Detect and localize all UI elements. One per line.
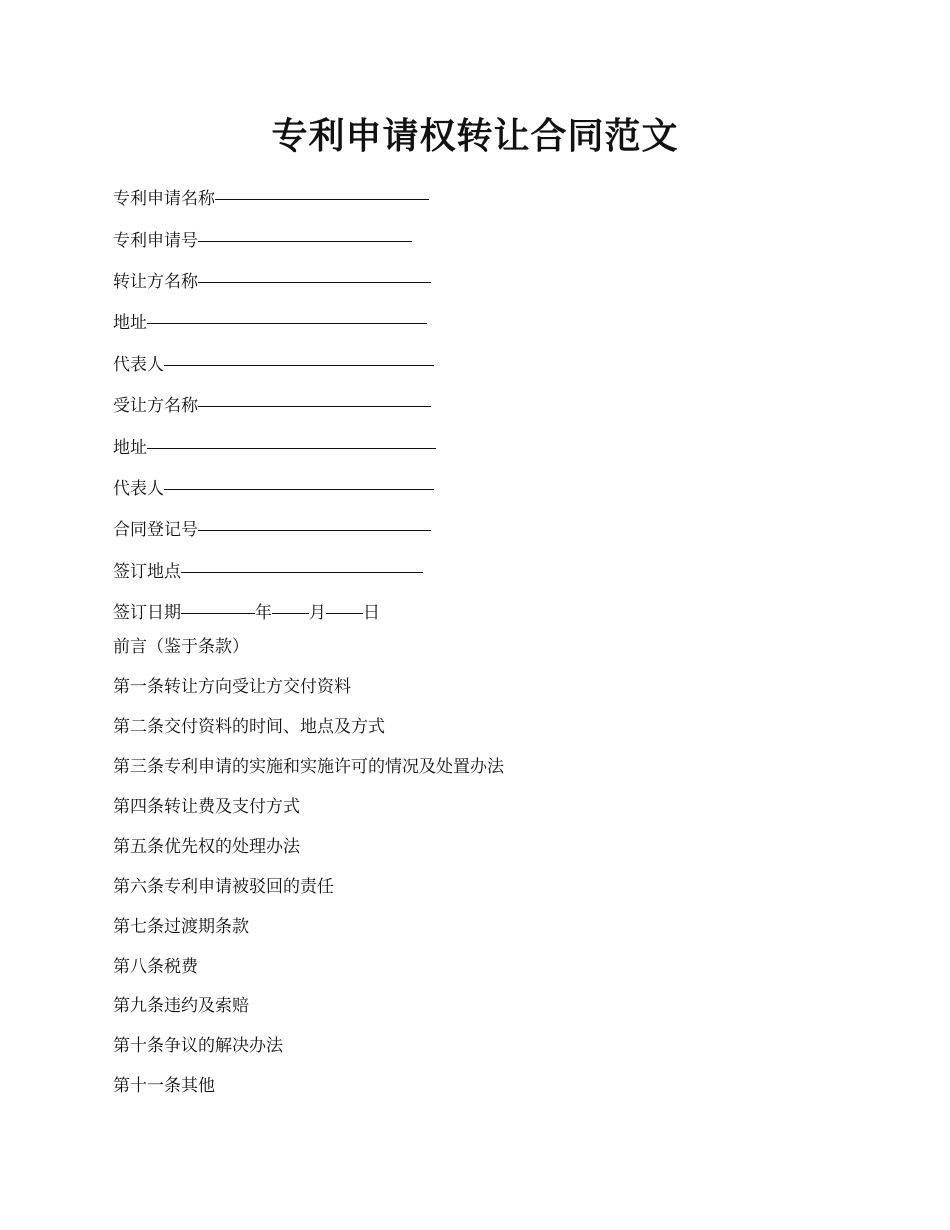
blank-line: [215, 185, 429, 200]
section-preamble: 前言（鉴于条款）: [113, 637, 249, 658]
blank-line: [147, 434, 436, 449]
year-blank-line: [181, 599, 255, 614]
field-label: 专利申请名称: [113, 189, 215, 210]
section-article-1: 第一条转让方向受让方交付资料: [113, 677, 351, 698]
day-blank-line: [326, 599, 363, 614]
field-label: 代表人: [113, 354, 164, 375]
blank-line: [198, 227, 412, 242]
blank-line: [198, 392, 431, 407]
contract-fields: [113, 176, 873, 631]
section-article-8: 第八条税费: [113, 956, 198, 977]
field-signing-place: [113, 549, 873, 590]
field-label: 受让方名称: [113, 396, 198, 417]
contract-sections: [113, 625, 873, 1104]
blank-line: [181, 558, 423, 573]
field-label: 转让方名称: [113, 271, 198, 292]
field-label: 地址: [113, 437, 147, 458]
blank-line: [198, 268, 431, 283]
month-blank-line: [272, 599, 309, 614]
section-article-11: 第十一条其他: [113, 1076, 215, 1097]
blank-line: [164, 351, 434, 366]
section-article-10: 第十条争议的解决办法: [113, 1036, 283, 1057]
field-transferor-name: [113, 259, 873, 300]
blank-line: [147, 309, 427, 324]
field-label: 地址: [113, 313, 147, 334]
field-patent-application-name: [113, 176, 873, 217]
field-label: 签订地点: [113, 561, 181, 582]
field-transferee-representative: [113, 466, 873, 507]
document-title: 专利申请权转让合同范文: [271, 115, 679, 157]
blank-line: [198, 516, 431, 531]
field-contract-registration-number: [113, 507, 873, 548]
field-transferee-name: [113, 383, 873, 424]
section-article-4: 第四条转让费及支付方式: [113, 797, 300, 817]
blank-line: [164, 475, 434, 490]
section-article-7: 第七条过渡期条款: [113, 916, 249, 937]
field-transferor-address: [113, 300, 873, 341]
month-label: 月: [309, 603, 326, 624]
field-label: 合同登记号: [113, 520, 198, 541]
section-article-3: 第三条专利申请的实施和实施许可的情况及处置办法: [113, 757, 504, 778]
field-label: 专利申请号: [113, 230, 198, 251]
field-transferor-representative: [113, 342, 873, 383]
section-article-9: 第九条违约及索赔: [113, 996, 249, 1017]
field-patent-application-number: [113, 217, 873, 258]
field-label: 签订日期: [113, 603, 181, 624]
year-label: 年: [255, 603, 272, 624]
section-article-6: 第六条专利申请被驳回的责任: [113, 876, 334, 897]
day-label: 日: [363, 603, 380, 624]
section-article-2: 第二条交付资料的时间、地点及方式: [113, 717, 385, 738]
field-label: 代表人: [113, 478, 164, 499]
section-article-5: 第五条优先权的处理办法: [113, 836, 300, 857]
field-transferee-address: [113, 424, 873, 465]
